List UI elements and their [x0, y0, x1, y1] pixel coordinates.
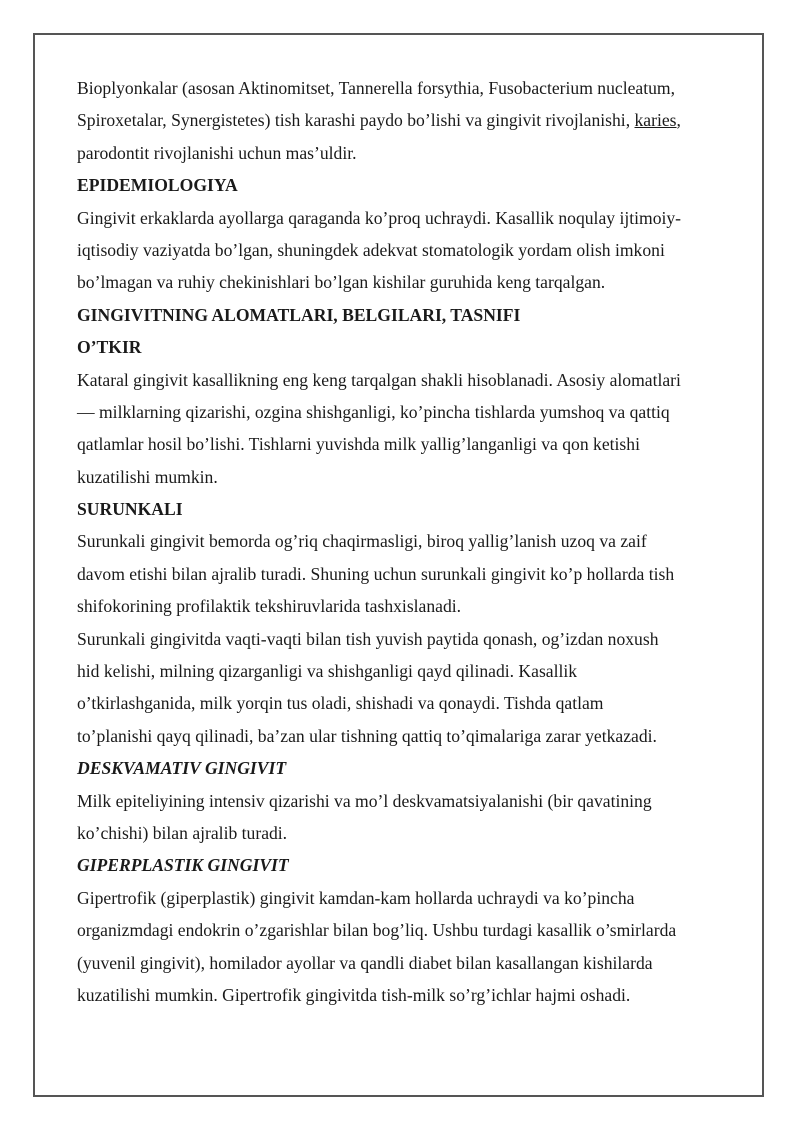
- text-line: (yuvenil gingivit), homilador ayollar va qandli diabet bilan kasallangan kishilarda: [77, 952, 653, 973]
- text-line: shifokorining profilaktik tekshiruvlarida tashxislanadi.: [77, 596, 462, 617]
- text-segment: Spiroxetalar, Synergistetes) tish karashi paydo bo’lishi va gingivit rivojlanishi,: [77, 110, 635, 131]
- karies-link[interactable]: karies: [634, 110, 677, 131]
- text-line: iqtisodiy vaziyatda bo’lgan, shuningdek adekvat stomatologik yordam olish imkoni: [77, 239, 665, 260]
- text-line: ko’chishi) bilan ajralib turadi.: [77, 822, 288, 843]
- heading-deskvamativ: DESKVAMATIV GINGIVIT: [77, 758, 287, 779]
- text-line: Gipertrofik (giperplastik) gingivit kamdan-kam hollarda uchraydi va ko’pincha: [77, 887, 635, 908]
- text-line: Milk epiteliyining intensiv qizarishi va mo’l deskvamatsiyalanishi (bir qavatining: [77, 790, 652, 811]
- text-line: davom etishi bilan ajralib turadi. Shuning uchun surunkali gingivit ko’p hollarda tish: [77, 563, 675, 584]
- paragraph-surunkali-2: [77, 623, 729, 753]
- heading-otkir: O’TKIR: [77, 337, 142, 358]
- text-line: Surunkali gingivitda vaqti-vaqti bilan tish yuvish paytida qonash, og’izdan noxush: [77, 628, 659, 649]
- text-segment: ,: [676, 110, 681, 131]
- text-line: Surunkali gingivit bemorda og’riq chaqirmasligi, biroq yallig’lanish uzoq va zaif: [77, 531, 647, 552]
- text-line: o’tkirlashganida, milk yorqin tus oladi, shishadi va qonaydi. Tishda qatlam: [77, 693, 604, 714]
- paragraph-otkir: [77, 364, 729, 494]
- text-line: kuzatilishi mumkin.: [77, 466, 218, 487]
- text-line: qatlamlar hosil bo’lishi. Tishlarni yuvishda milk yallig’langanligi va qon ketishi: [77, 434, 640, 455]
- text-line: to’planishi qayq qilinadi, ba’zan ular tishning qattiq to’qimalariga zarar yetkazadi.: [77, 725, 657, 746]
- text-line: [77, 104, 729, 136]
- heading-giperplastik: GIPERPLASTIK GINGIVIT: [77, 855, 289, 876]
- text-line: Gingivit erkaklarda ayollarga qaraganda ko’proq uchraydi. Kasallik noqulay ijtimoiy-: [77, 207, 682, 228]
- text-line: hid kelishi, milning qizarganligi va shishganligi qayd qilinadi. Kasallik: [77, 661, 578, 682]
- document-body: [77, 72, 729, 1011]
- text-line: parodontit rivojlanishi uchun mas’uldir.: [77, 142, 357, 163]
- paragraph-giperplastik: [77, 882, 729, 1012]
- text-line: kuzatilishi mumkin. Gipertrofik gingivitda tish-milk so’rg’ichlar hajmi oshadi.: [77, 984, 631, 1005]
- paragraph-surunkali-1: [77, 525, 729, 622]
- text-line: — milklarning qizarishi, ozgina shishganligi, ko’pincha tishlarda yumshoq va qattiq: [77, 401, 670, 422]
- heading-epidemiologiya: EPIDEMIOLOGIYA: [77, 175, 238, 196]
- text-line: Kataral gingivit kasallikning eng keng tarqalgan shakli hisoblanadi. Asosiy alomatlari: [77, 369, 681, 390]
- heading-alomatlar: GINGIVITNING ALOMATLARI, BELGILARI, TASNIFI: [77, 304, 521, 325]
- paragraph-deskvamativ: [77, 785, 729, 850]
- text-line: bo’lmagan va ruhiy chekinishlari bo’lgan kishilar guruhida keng tarqalgan.: [77, 272, 606, 293]
- paragraph-bioplyonkalar: [77, 72, 729, 169]
- text-line: organizmdagi endokrin o’zgarishlar bilan bog’liq. Ushbu turdagi kasallik o’smirlarda: [77, 920, 677, 941]
- heading-surunkali: SURUNKALI: [77, 499, 183, 520]
- paragraph-epidemiologiya: [77, 202, 729, 299]
- text-line: Bioplyonkalar (asosan Aktinomitset, Tannerella forsythia, Fusobacterium nucleatum,: [77, 78, 675, 98]
